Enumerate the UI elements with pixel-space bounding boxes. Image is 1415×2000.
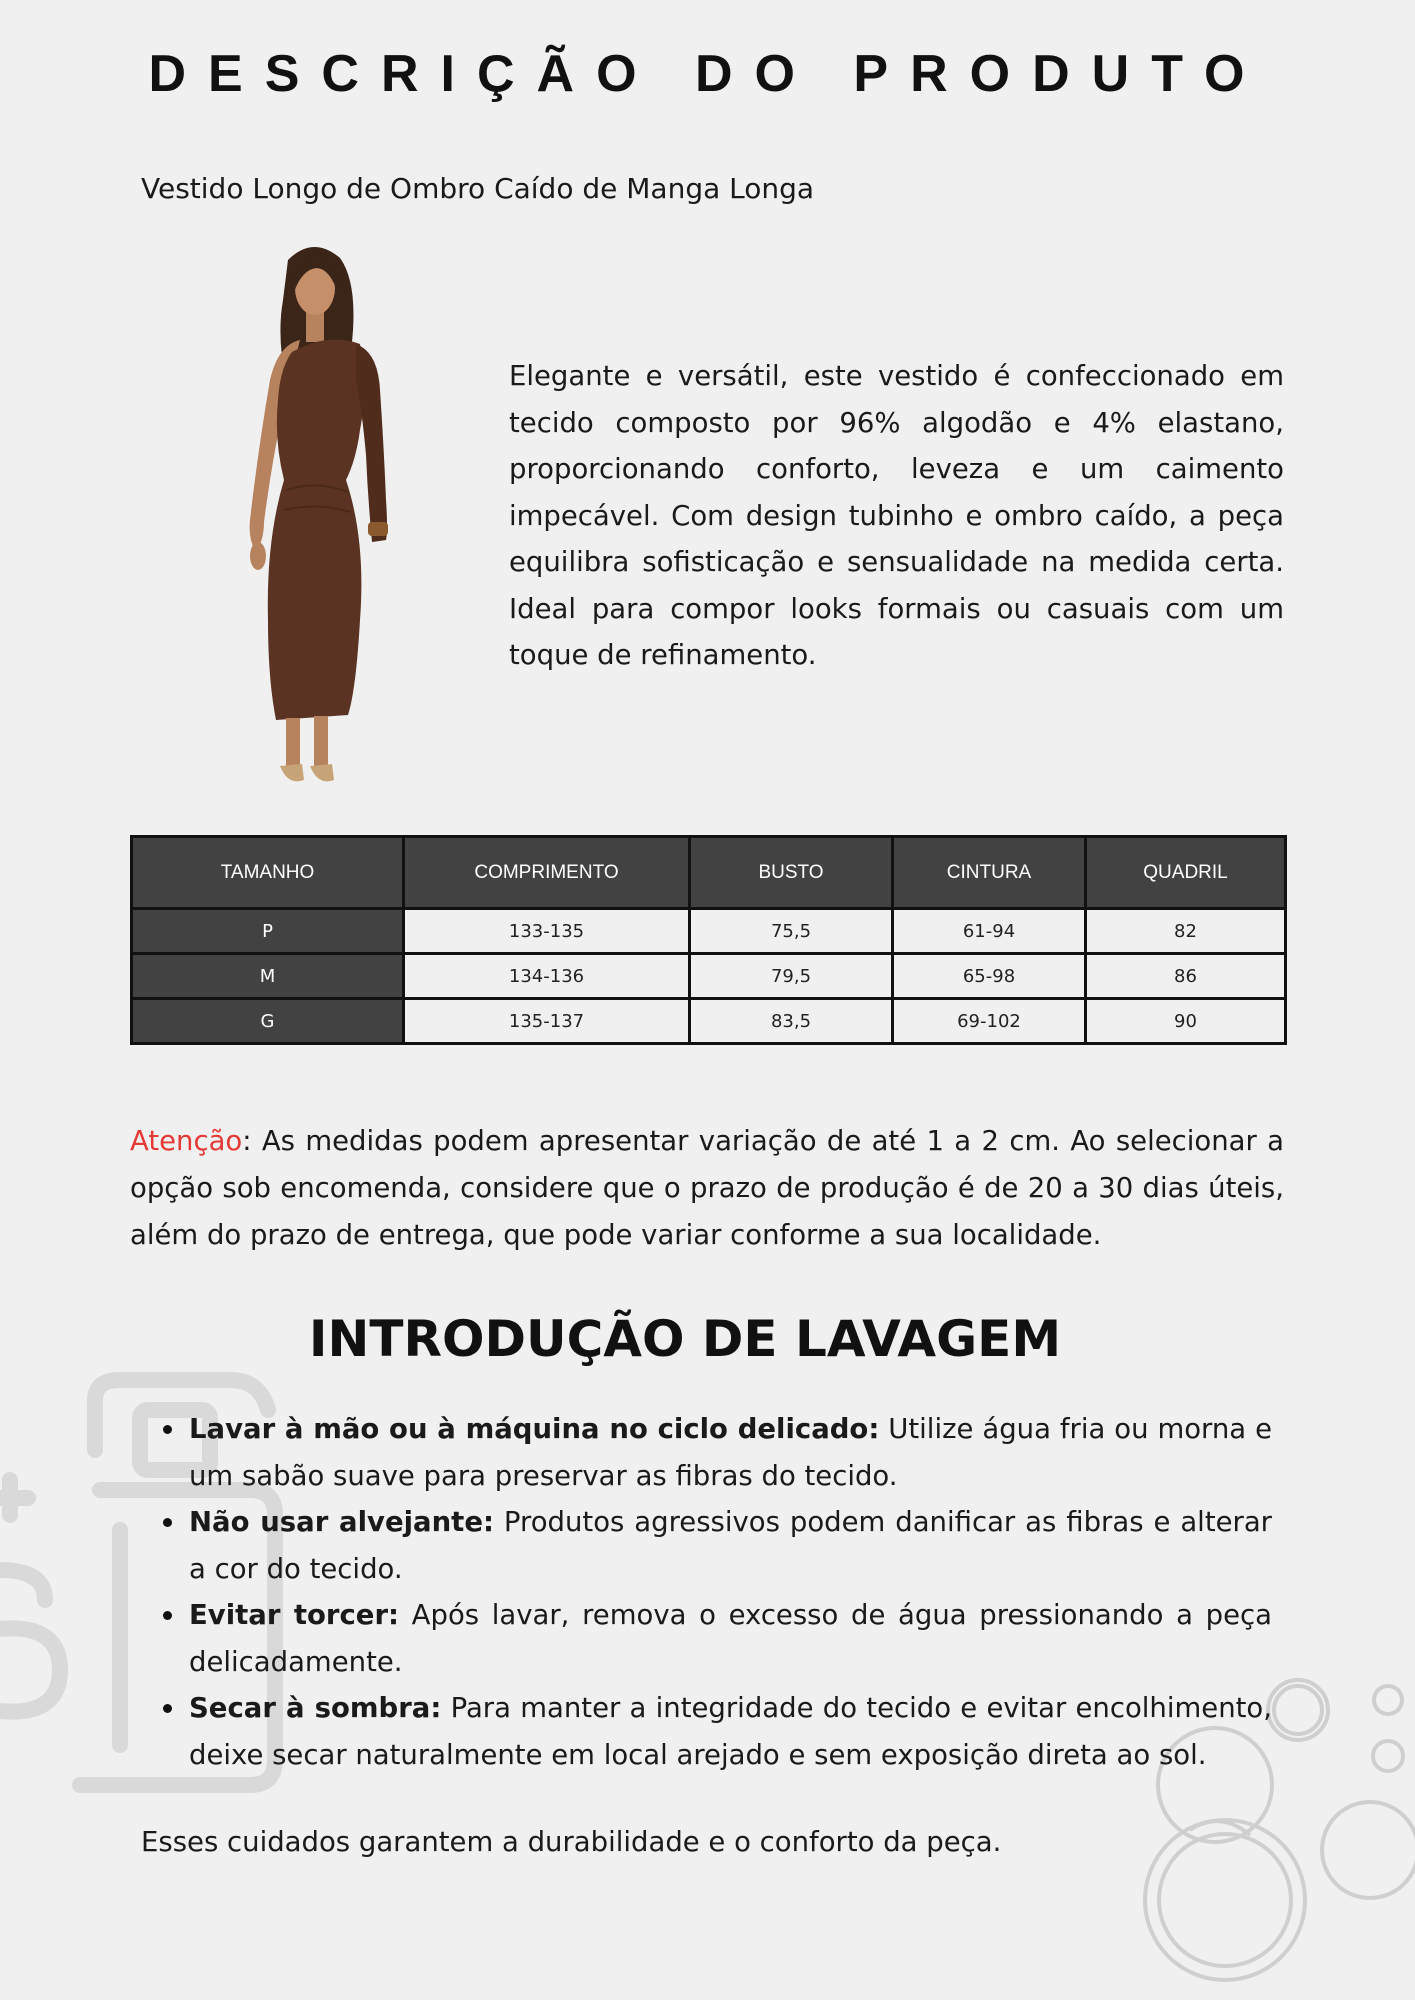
list-item	[189, 1685, 1272, 1778]
size-cell: M	[132, 954, 404, 999]
table-cell: 82	[1086, 909, 1286, 954]
table-cell: 61-94	[893, 909, 1086, 954]
instruction-heading: Evitar torcer:	[189, 1599, 400, 1631]
column-header-comprimento: COMPRIMENTO	[404, 837, 690, 909]
table-row	[132, 954, 1286, 999]
table-cell: 86	[1086, 954, 1286, 999]
attention-label: Atenção	[130, 1125, 243, 1157]
column-header-quadril: QUADRIL	[1086, 837, 1286, 909]
product-description: Elegante e versátil, este vestido é confeccionado em tecido composto por 96% algodão e 4% elastano, proporcionando conforto, leveza e um caimento impecável. Com design tubinho e ombro caído, a peça equilibra sofisticação e sensualidade na medida certa. Ideal para compor looks formais ou casuais com um toque de refinamento.	[509, 360, 1284, 671]
table-cell: 79,5	[690, 954, 893, 999]
instruction-heading: Não usar alvejante:	[189, 1506, 494, 1538]
size-cell: G	[132, 999, 404, 1044]
closing-note: Esses cuidados garantem a durabilidade e o conforto da peça.	[141, 1826, 1002, 1858]
table-row	[132, 999, 1286, 1044]
dress-model-illustration	[228, 240, 398, 795]
size-cell: P	[132, 909, 404, 954]
instruction-text: Produtos agressivos podem danificar as fibras e alterar a cor do tecido.	[189, 1506, 1272, 1585]
washing-instructions-list	[189, 1406, 1272, 1778]
table-cell: 75,5	[690, 909, 893, 954]
washing-title: INTRODUÇÃO DE LAVAGEM	[308, 1310, 1062, 1368]
column-header-tamanho: TAMANHO	[132, 837, 404, 909]
page-title: DESCRIÇÃO DO PRODUTO	[148, 45, 1267, 103]
size-table	[130, 835, 1287, 1045]
table-cell: 134-136	[404, 954, 690, 999]
table-cell: 135-137	[404, 999, 690, 1044]
instruction-text: Para manter a integridade do tecido e evitar encolhimento, deixe secar naturalmente em local arejado e sem exposição direta ao sol.	[189, 1692, 1272, 1771]
column-header-busto: BUSTO	[690, 837, 893, 909]
table-cell: 83,5	[690, 999, 893, 1044]
list-item	[189, 1406, 1272, 1499]
instruction-text: Após lavar, remova o excesso de água pressionando a peça delicadamente.	[189, 1599, 1272, 1678]
table-header-row	[132, 837, 1286, 909]
table-cell: 65-98	[893, 954, 1086, 999]
instruction-heading: Lavar à mão ou à máquina no ciclo delicado:	[189, 1413, 880, 1445]
attention-notice	[130, 1118, 1284, 1259]
list-item	[189, 1499, 1272, 1592]
table-cell: 69-102	[893, 999, 1086, 1044]
column-header-cintura: CINTURA	[893, 837, 1086, 909]
attention-text: : As medidas podem apresentar variação de até 1 a 2 cm. Ao selecionar a opção sob encomenda, considere que o prazo de produção é de 20 a 30 dias úteis, além do prazo de entrega, que pode variar conforme a sua localidade.	[130, 1125, 1284, 1251]
instruction-heading: Secar à sombra:	[189, 1692, 442, 1724]
list-item	[189, 1592, 1272, 1685]
table-row	[132, 909, 1286, 954]
instruction-text: Utilize água fria ou morna e um sabão suave para preservar as fibras do tecido.	[189, 1413, 1272, 1492]
table-cell: 90	[1086, 999, 1286, 1044]
product-name: Vestido Longo de Ombro Caído de Manga Longa	[141, 172, 815, 205]
table-cell: 133-135	[404, 909, 690, 954]
